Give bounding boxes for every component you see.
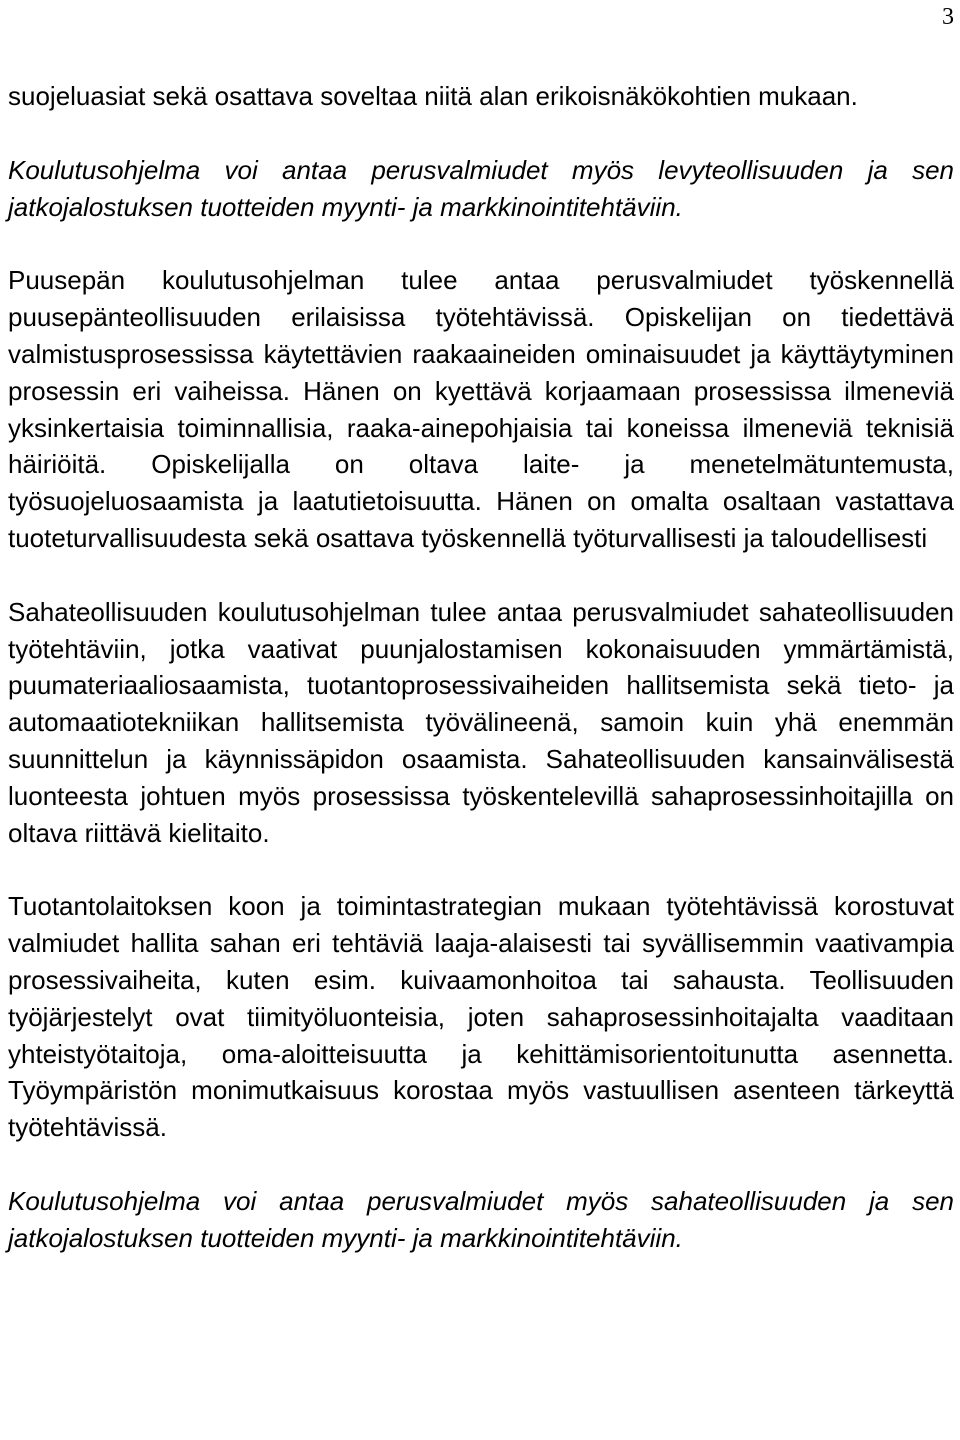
paragraph-sahateollisuus-note: Koulutusohjelma voi antaa perusvalmiudet myös sahateollisuuden ja sen jatkojalostuksen tuotteiden myynti- ja markkinointitehtäviin. <box>8 1185 954 1253</box>
paragraph-levyteollisuus-note: Koulutusohjelma voi antaa perusvalmiudet myös levyteollisuuden ja sen jatkojalostuksen tuotteiden myynti- ja markkinointitehtäviin. <box>8 154 954 222</box>
paragraph-tuotantolaitos: Tuotantolaitoksen koon ja toimintastrategian mukaan työtehtävissä korostuvat valmiudet hallita sahan eri tehtäviä laaja-alaisesti tai syvällisemmin vaativampia prosessivaiheita, kuten esim. kuivaamonhoitoa tai sahausta. Teollisuuden työjärjestelyt ovat tiimityöluonteisia, joten sahaprosessinhoitajalta vaaditaan yhteistyötaitoja, oma-aloitteisuutta ja kehittämisorientoitunutta asennetta. Työympäristön monimutkaisuus korostaa myös vastuullisen asenteen tärkeyttä työtehtävissä. <box>8 891 954 1143</box>
paragraph-intro-continuation: suojeluasiat sekä osattava soveltaa niitä alan erikoisnäkökohtien mukaan. <box>8 81 858 111</box>
paragraph-puuseppa-programme: Puusepän koulutusohjelman tulee antaa perusvalmiudet työskennellä puusepänteollisuuden erilaisissa työtehtävissä. Opiskelijan on tiedettävä valmistusprosessissa käytettävien raakaaineiden ominaisuudet ja käyttäytyminen prosessin eri vaiheissa. Hänen on kyettävä korjaamaan prosessissa ilmeneviä yksinkertaisia toiminnallisia, raaka-ainepohjaisia tai koneissa ilmeneviä teknisiä häiriöitä. Opiskelijalla on oltava laite- ja menetelmätuntemusta, työsuojeluosaamista ja laatutietoisuutta. Hänen on omalta osaltaan vastattava tuoteturvallisuudesta sekä osattava työskennellä työturvallisesti ja taloudellisesti <box>8 265 954 553</box>
page-number: 3 <box>942 4 954 30</box>
paragraph-sahateollisuus-programme: Sahateollisuuden koulutusohjelman tulee antaa perusvalmiudet sahateollisuuden työtehtäviin, jotka vaativat puunjalostamisen kokonaisuuden ymmärtämistä, puumateriaaliosaamista, tuotantoprosessivaiheiden hallitsemista sekä tieto- ja automaatiotekniikan hallitsemista työvälineenä, samoin kuin yhä enemmän suunnittelun ja käynnissäpidon osaamista. Sahateollisuuden kansainvälisestä luonteesta johtuen myös prosessissa työskentelevillä sahaprosessinhoitajilla on oltava riittävä kielitaito. <box>8 596 954 848</box>
document-body <box>8 78 954 1257</box>
